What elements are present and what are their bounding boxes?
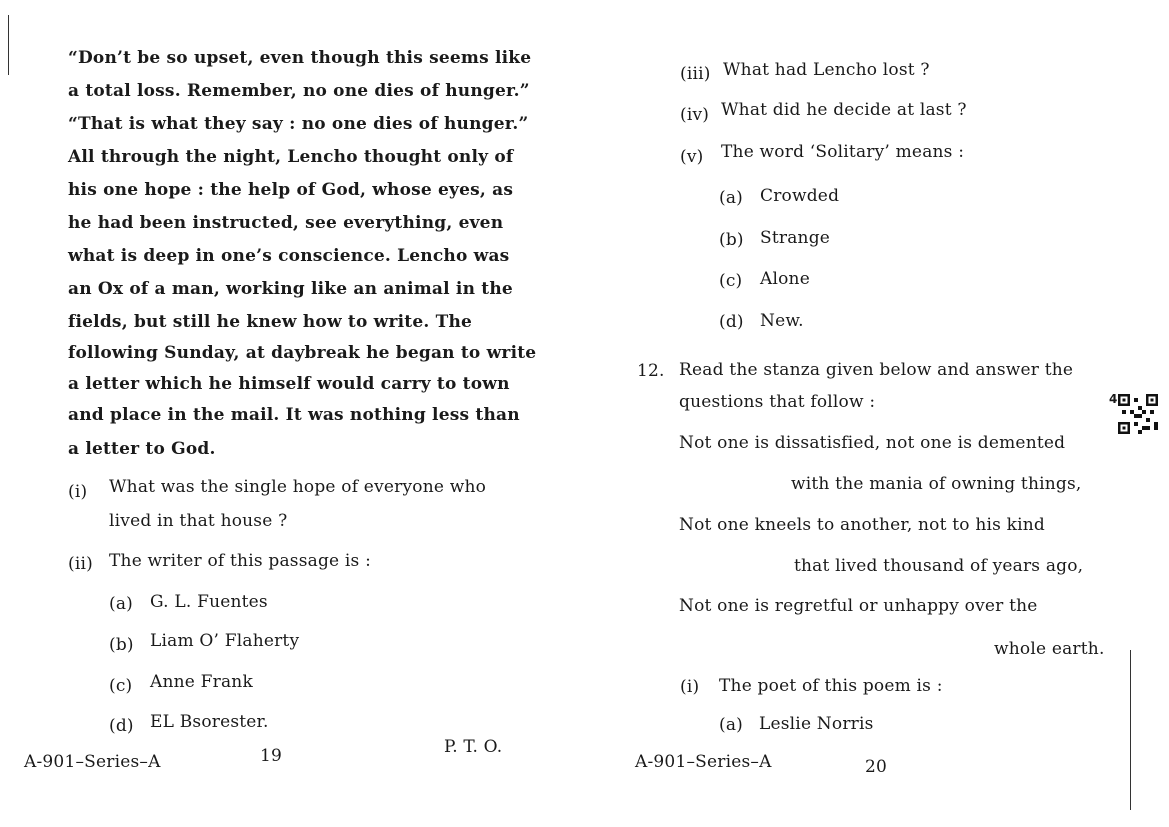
right-page	[585, 0, 1169, 827]
option-text: Crowded	[760, 186, 840, 206]
question-text: What did he decide at last ?	[721, 100, 967, 120]
question-text: The word ‘Solitary’ means :	[721, 142, 965, 162]
option-letter: (b)	[109, 635, 134, 655]
option-letter: (a)	[719, 715, 743, 735]
option-text: Anne Frank	[150, 672, 253, 692]
question-text: questions that follow :	[679, 392, 876, 412]
passage-line: “That is what they say : no one dies of hunger.”	[68, 114, 529, 134]
option-letter: (a)	[109, 594, 133, 614]
question-text: lived in that house ?	[109, 511, 288, 531]
option-text: Alone	[760, 269, 810, 289]
option-letter: (b)	[719, 230, 744, 250]
question-number: (iii)	[680, 64, 711, 84]
passage-line: an Ox of a man, working like an animal in the	[68, 279, 513, 299]
left-edge-mark	[8, 15, 9, 75]
passage-line: a letter which he himself would carry to town	[68, 374, 510, 394]
question-text: The poet of this poem is :	[719, 676, 943, 696]
question-text: What had Lencho lost ?	[723, 60, 930, 80]
stanza-line: that lived thousand of years ago,	[794, 556, 1084, 576]
question-number: (i)	[680, 677, 700, 697]
passage-line: his one hope : the help of God, whose eyes, as	[68, 180, 514, 200]
stanza-line: Not one is dissatisfied, not one is demented	[679, 433, 1066, 453]
stanza-line: with the mania of owning things,	[791, 474, 1082, 494]
option-letter: (d)	[719, 312, 744, 332]
question-number: (i)	[68, 482, 88, 502]
option-letter: (c)	[719, 271, 743, 291]
option-text: Liam O’ Flaherty	[150, 631, 300, 651]
option-letter: (a)	[719, 188, 743, 208]
option-text: EL Bsorester.	[150, 712, 269, 732]
question-number: 12.	[637, 361, 665, 381]
passage-line: following Sunday, at daybreak he began to write	[68, 343, 537, 363]
question-text: What was the single hope of everyone who	[109, 477, 487, 497]
option-text: New.	[760, 311, 804, 331]
passage-line: he had been instructed, see everything, even	[68, 213, 504, 233]
footer-series: A-901–Series–A	[635, 752, 772, 772]
right-margin-rule	[1130, 650, 1131, 810]
qr-code-digit: 4	[1109, 392, 1118, 406]
passage-line: and place in the mail. It was nothing less than	[68, 405, 520, 425]
passage-line: a total loss. Remember, no one dies of hunger.”	[68, 81, 530, 101]
option-text: G. L. Fuentes	[150, 592, 268, 612]
option-text: Strange	[760, 228, 831, 248]
stanza-line: whole earth.	[994, 639, 1105, 659]
passage-line: fields, but still he knew how to write. The	[68, 312, 473, 332]
passage-line: All through the night, Lencho thought only of	[68, 147, 514, 167]
stanza-line: Not one is regretful or unhappy over the	[679, 596, 1038, 616]
stanza-line: Not one kneels to another, not to his kind	[679, 515, 1045, 535]
footer-page-number: 19	[260, 746, 283, 766]
qr-code	[1109, 392, 1159, 436]
option-text: Leslie Norris	[759, 714, 874, 734]
option-letter: (d)	[109, 716, 134, 736]
question-number: (iv)	[680, 105, 710, 125]
passage-line: “Don’t be so upset, even though this seems like	[68, 48, 532, 68]
footer-series: A-901–Series–A	[24, 752, 161, 772]
footer-page-number: 20	[865, 757, 888, 777]
question-text: The writer of this passage is :	[109, 551, 372, 571]
passage-line: what is deep in one’s conscience. Lencho was	[68, 246, 510, 266]
option-letter: (c)	[109, 676, 133, 696]
question-text: Read the stanza given below and answer the	[679, 360, 1074, 380]
footer-pto: P. T. O.	[444, 737, 503, 757]
question-number: (ii)	[68, 554, 93, 574]
passage-line: a letter to God.	[68, 439, 216, 459]
question-number: (v)	[680, 147, 704, 167]
